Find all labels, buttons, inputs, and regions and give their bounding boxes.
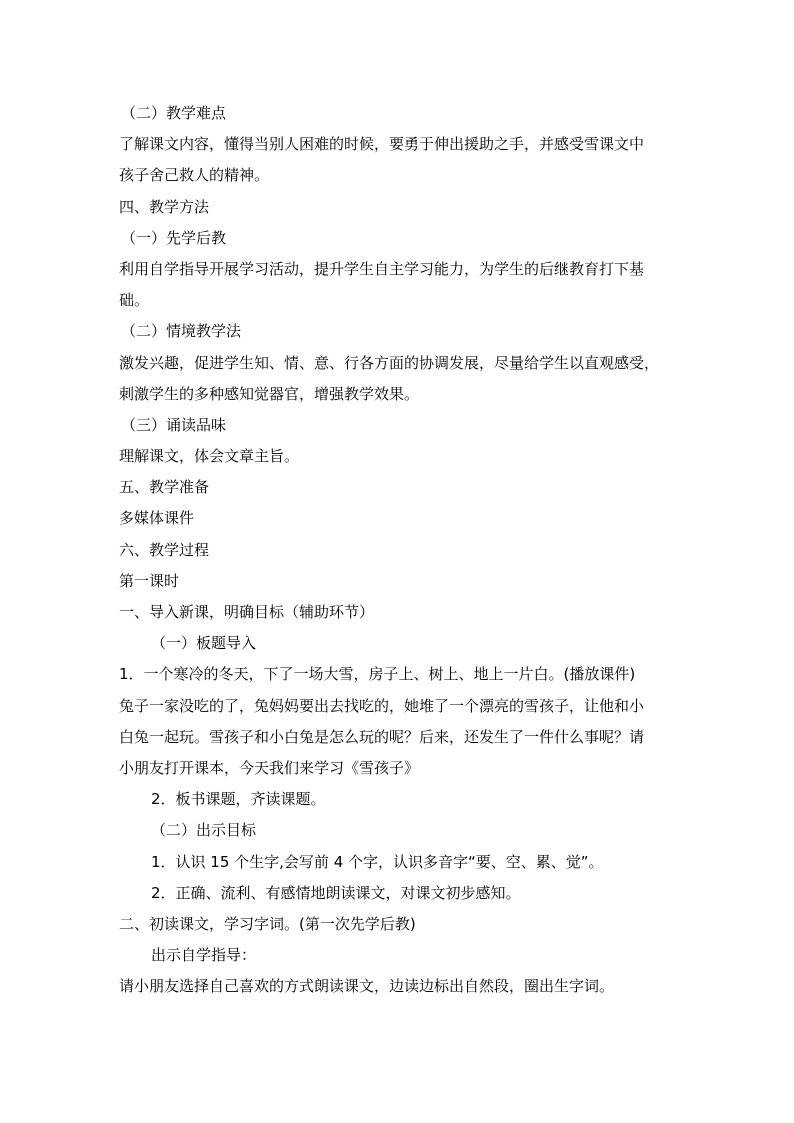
text-line: 二、初读课文，学习字词。(第一次先学后教) xyxy=(119,914,416,933)
text-line: 了解课文内容，懂得当别人困难的时候，要勇于伸出援助之手，并感受雪课文中 xyxy=(119,135,645,154)
text-line: 利用自学指导开展学习活动，提升学生自主学习能力，为学生的后继教育打下基 xyxy=(119,259,645,278)
text-line: 多媒体课件 xyxy=(119,509,195,528)
document-body xyxy=(119,98,679,1002)
text-line: 础。 xyxy=(119,291,150,310)
text-line: 兔子一家没吃的了，兔妈妈要出去找吃的，她堆了一个漂亮的雪孩子，让他和小 xyxy=(119,696,645,715)
text-line: 刺激学生的多种感知觉器官，增强教学效果。 xyxy=(119,384,420,403)
text-line: （三）诵读品味 xyxy=(121,415,227,434)
text-line: 一、导入新课，明确目标（辅助环节） xyxy=(119,603,375,621)
text-line: 白兔一起玩。雪孩子和小白兔是怎么玩的呢？后来，还发生了一件什么事呢？请 xyxy=(119,727,645,746)
text-line: 2．板书课题，齐读课题。 xyxy=(151,790,326,809)
text-line: 理解课文，体会文章主旨。 xyxy=(119,447,300,466)
text-line: （二）出示目标 xyxy=(151,821,257,840)
text-line: 出示自学指导： xyxy=(151,946,257,965)
text-line: 第一课时 xyxy=(119,571,180,590)
text-line: （一）先学后教 xyxy=(121,228,227,247)
text-line: 小朋友打开课本，今天我们来学习《雪孩子》 xyxy=(119,758,420,777)
text-line: 孩子舍己救人的精神。 xyxy=(119,166,270,185)
text-line: （二）情境教学法 xyxy=(121,322,242,341)
text-line: 激发兴趣，促进学生知、情、意、行各方面的协调发展，尽量给学生以直观感受， xyxy=(119,353,660,372)
text-line: 1．一个寒冷的冬天，下了一场大雪，房子上、树上、地上一片白。(播放课件) xyxy=(119,665,636,684)
text-line: 2．正确、流利、有感情地朗读课文，对课文初步感知。 xyxy=(151,883,521,902)
text-line: 四、教学方法 xyxy=(119,197,210,216)
text-line: （二）教学难点 xyxy=(121,104,227,122)
text-line: 请小朋友选择自己喜欢的方式朗读课文，边读边标出自然段，圈出生字词。 xyxy=(119,977,615,996)
text-line: 六、教学过程 xyxy=(119,540,210,559)
text-line: 1．认识 15 个生字,会写前 4 个字，认识多音字“要、空、累、觉”。 xyxy=(151,852,604,871)
text-line: 五、教学准备 xyxy=(119,478,210,497)
text-line: （一）板题导入 xyxy=(151,634,257,653)
